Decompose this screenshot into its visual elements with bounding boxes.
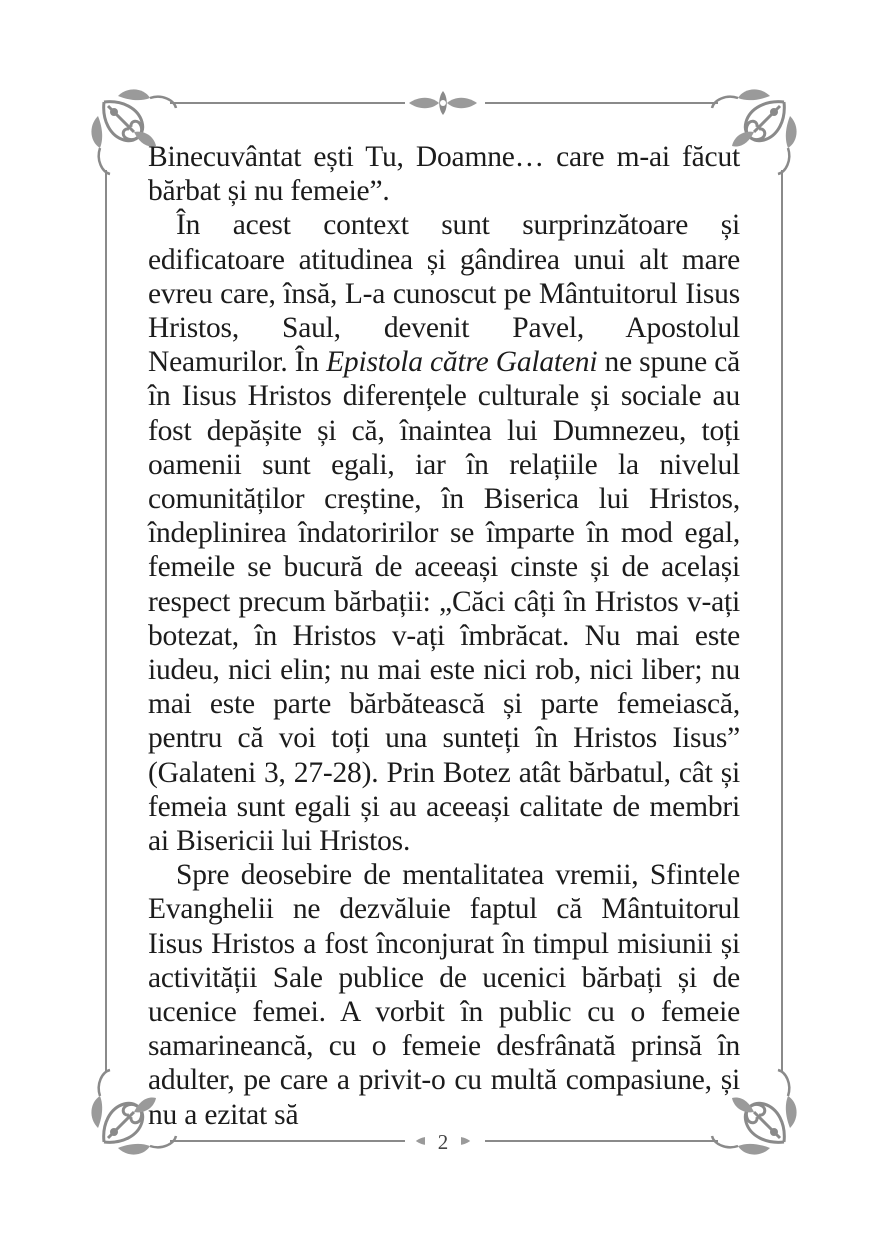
italic-title: Epistola către Galateni [326,346,598,379]
fleur-ornament-icon [409,91,477,115]
paragraph: Spre deosebire de mentalitatea vremii, Sfintele Evanghelii ne dezvăluie faptul că Mântuitorul Iisus Hristos a fost înconjurat în timpul misiunii și activității Sale publice de ucenici bărbați și de ucenice femei. A vorbit în public cu o femeie samarineancă, cu o femeie desfrânată prinsă în adulter, pe care a privit-o cu multă compasiune, și nu a ezitat să [148,859,740,1131]
body-text [148,140,740,1132]
paragraph-text: În acest context sunt surprinzătoare și edificatoare atitudinea și gândirea unui alt mare evreu care, însă, L-a cunoscut pe Mântuitorul Iisus Hristos, Saul, devenit Pavel, Apostolul Neamurilor. În [148,209,740,379]
paragraph [148,208,740,858]
page-number: 2 [425,1130,461,1155]
paragraph-text: ne spune că în Iisus Hristos diferențele culturale și sociale au fost depășite și că, înaintea lui Dumnezeu, toți oamenii sunt egali, iar în relațiile la nivelul comunităților creștine, în Biserica lui Hristos, îndeplinirea îndatoririlor se împarte în mod egal, femeile se bucură de aceeași cinste și de același respect precum bărbații: „Căci câți în Hristos v-ați botezat, în Hristos v-ați îmbrăcat. Nu mai este iudeu, nici elin; nu mai este nici rob, nici liber; nu mai este parte bărbătească și parte femeiască, pentru că voi toți una sunteți în Hristos Iisus” (Galateni 3, 27-28). Prin Botez atât bărbatul, cât și femeia sunt egali și au aceeași calitate de membri ai Bisericii lui Hristos. [148,346,740,858]
paragraph: Binecuvântat ești Tu, Doamne… care m-ai făcut bărbat și nu femeie”. [148,141,740,208]
